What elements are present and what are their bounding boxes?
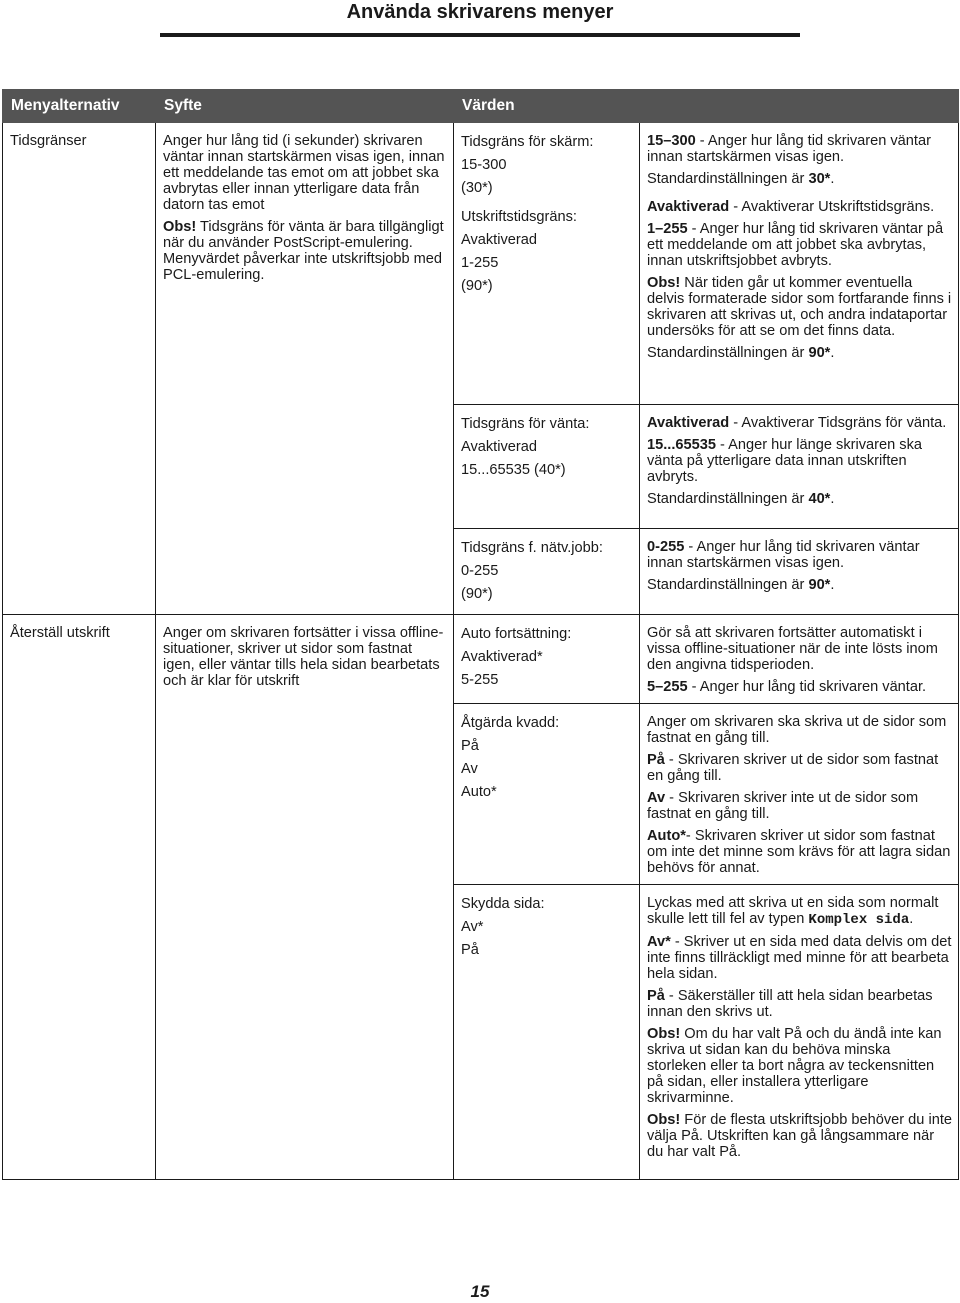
purpose-cell xyxy=(156,615,454,1180)
note-text: Tidsgräns för vänta är bara tillgängligt när du använder PostScript-emulering. Menyvärdet påverkar inte utskriftsjobb med PCL-emulering. xyxy=(163,219,444,283)
description-text: 5–255 - Anger hur lång tid skrivaren väntar. xyxy=(647,679,927,695)
table-header-row xyxy=(3,90,959,123)
value-line: Avaktiverad xyxy=(461,232,537,248)
purpose-note xyxy=(163,219,447,283)
value-line: Auto fortsättning: xyxy=(461,626,572,642)
description-note: Obs! När tiden går ut kommer eventuella delvis formaterade sidor som fortfarande finns i skrivaren att skrivas ut, och andra indataportar undersöks för att se om det finns data. xyxy=(647,275,952,339)
description-text: Auto*- Skrivaren skriver ut sidor som fastnat om inte det minne som krävs för att lagra sidan behövs för annat. xyxy=(647,828,951,876)
description-cell xyxy=(640,615,959,704)
value-line: (90*) xyxy=(461,586,493,602)
value-cell xyxy=(454,123,640,405)
value-cell xyxy=(454,615,640,704)
description-text: Lyckas med att skriva ut en sida som normalt skulle lett till fel av typen Komplex sida. xyxy=(647,895,939,928)
value-cell xyxy=(454,405,640,529)
description-text: På - Säkerställer till att hela sidan bearbetas innan den skrivs ut. xyxy=(647,988,933,1020)
value-cell xyxy=(454,529,640,615)
page-title: Använda skrivarens menyer xyxy=(346,1,614,23)
value-line: 1-255 xyxy=(461,255,499,271)
value-line: 15-300 xyxy=(461,157,507,173)
menu-item-name: Tidsgränser xyxy=(10,133,87,149)
menu-table xyxy=(2,89,959,1180)
note-label: Obs! xyxy=(163,219,197,235)
description-text: 15...65535 - Anger hur länge skrivaren ska vänta på ytterligare data innan utskriften avbryts. xyxy=(647,437,923,485)
column-header-purpose: Syfte xyxy=(156,90,454,123)
title-rule xyxy=(160,33,800,37)
value-line: 0-255 xyxy=(461,563,499,579)
default-setting: Standardinställningen är 40*. xyxy=(647,491,835,507)
description-text: Gör så att skrivaren fortsätter automatiskt i vissa offline-situationer när de inte lösts inom den angivna tidsperioden. xyxy=(647,625,938,673)
value-line: 15...65535 (40*) xyxy=(461,462,566,478)
column-header-values: Värden xyxy=(454,90,959,123)
table-row xyxy=(3,123,959,405)
description-text: Anger om skrivaren ska skriva ut de sidor som fastnat en gång till. xyxy=(647,714,947,746)
value-line: På xyxy=(461,738,479,754)
page-number: 15 xyxy=(470,1282,490,1301)
value-cell xyxy=(454,885,640,1180)
description-text: Av - Skrivaren skriver inte ut de sidor som fastnat en gång till. xyxy=(647,790,919,822)
description-cell xyxy=(640,123,959,405)
purpose-cell xyxy=(156,123,454,615)
description-cell xyxy=(640,405,959,529)
value-line: (90*) xyxy=(461,278,493,294)
description-text: På - Skrivaren skriver ut de sidor som fastnat en gång till. xyxy=(647,752,939,784)
error-message-code: Komplex sida xyxy=(808,912,910,928)
value-line: Tidsgräns för vänta: xyxy=(461,416,590,432)
default-setting: Standardinställningen är 90*. xyxy=(647,345,835,361)
value-line: Åtgärda kvadd: xyxy=(461,715,560,731)
default-setting: Standardinställningen är 90*. xyxy=(647,577,835,593)
value-line: Utskriftstidsgräns: xyxy=(461,209,577,225)
column-header-menu-item: Menyalternativ xyxy=(3,90,156,123)
description-text: Av* - Skriver ut en sida med data delvis om det inte finns tillräckligt med minne för att bearbeta hela sidan. xyxy=(647,934,952,982)
value-line: 5-255 xyxy=(461,672,499,688)
value-line: Skydda sida: xyxy=(461,896,545,912)
value-line: Tidsgräns för skärm: xyxy=(461,134,594,150)
menu-item-cell xyxy=(3,615,156,1180)
value-line: (30*) xyxy=(461,180,493,196)
value-line: Avaktiverad* xyxy=(461,649,543,665)
value-cell xyxy=(454,704,640,885)
description-cell xyxy=(640,885,959,1180)
menu-item-name: Återställ utskrift xyxy=(10,625,110,641)
value-line: Auto* xyxy=(461,784,497,800)
description-note: Obs! För de flesta utskriftsjobb behöver du inte välja På. Utskriften kan gå långsammare när du har valt På. xyxy=(647,1112,953,1160)
description-text: Avaktiverad - Avaktiverar Utskriftstidsgräns. xyxy=(647,199,935,215)
value-line: Tidsgräns f. nätv.jobb: xyxy=(461,540,603,556)
description-cell xyxy=(640,529,959,615)
description-text: 0-255 - Anger hur lång tid skrivaren väntar innan startskärmen visas igen. xyxy=(647,539,920,571)
menu-item-cell xyxy=(3,123,156,615)
purpose-text: Anger om skrivaren fortsätter i vissa offline-situationer, skriver ut sidor som fastnat igen, eller väntar tills hela sidan bearbetats och är klar för utskrift xyxy=(163,625,444,689)
value-line: På xyxy=(461,942,479,958)
value-line: Av xyxy=(461,761,478,777)
value-line: Av* xyxy=(461,919,484,935)
description-cell xyxy=(640,704,959,885)
description-note: Obs! Om du har valt På och du ändå inte kan skriva ut sidan kan du behöva minska storleken eller ta bort några av teckensnitten på sidan, eller installera ytterligare skrivarminne. xyxy=(647,1026,942,1106)
description-text: 1–255 - Anger hur lång tid skrivaren väntar på ett meddelande om att jobbet ska avbrytas, innan utskriftsjobbet avbryts. xyxy=(647,221,944,269)
description-text: Avaktiverad - Avaktiverar Tidsgräns för vänta. xyxy=(647,415,947,431)
default-setting: Standardinställningen är 30*. xyxy=(647,171,835,187)
value-line: Avaktiverad xyxy=(461,439,537,455)
purpose-text: Anger hur lång tid (i sekunder) skrivaren väntar innan startskärmen visas igen, innan ett meddelande tas emot om att jobbet ska avbrytas eller innan ytterligare data från datorn tas emot xyxy=(163,133,445,213)
description-text: 15–300 - Anger hur lång tid skrivaren väntar innan startskärmen visas igen. xyxy=(647,133,931,165)
table-row xyxy=(3,615,959,704)
